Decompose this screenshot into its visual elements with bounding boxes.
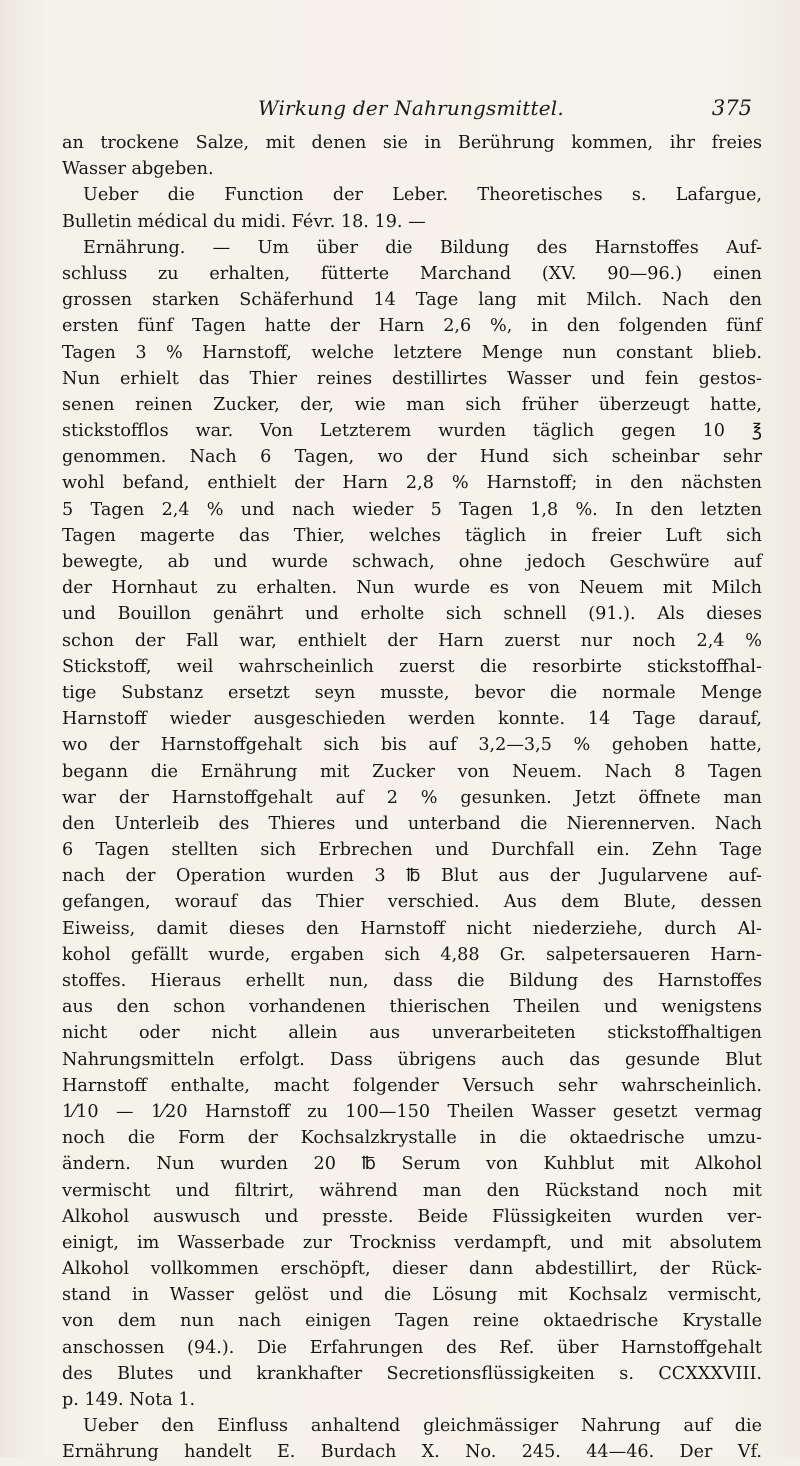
running-title: Wirkung der Nahrungsmittel. bbox=[258, 96, 564, 120]
text-line: Harnstoff enthalte, macht folgender Versuch sehr wahrscheinlich. bbox=[62, 1075, 762, 1096]
text-line: an trockene Salze, mit denen sie in Berührung kommen, ihr freies bbox=[62, 133, 762, 153]
text-line: Bulletin médical du midi. Févr. 18. 19. — bbox=[62, 211, 426, 232]
text-line: wo der Harnstoffgehalt sich bis auf 3,2—3,5 % gehoben hatte, bbox=[62, 735, 762, 756]
text-line: nicht oder nicht allein aus unverarbeiteten stickstoffhaltigen bbox=[62, 1023, 762, 1044]
text-line: Harnstoff wieder ausgeschieden werden konnte. 14 Tage darauf, bbox=[62, 709, 762, 730]
text-line: den Unterleib des Thieres und unterband die Nierennerven. Nach bbox=[62, 813, 762, 834]
text-line: Ernährung handelt E. Burdach X. No. 245. 44—46. Der Vf. bbox=[62, 1442, 762, 1463]
text-line: tige Substanz ersetzt seyn musste, bevor die normale Menge bbox=[62, 682, 762, 703]
text-line: 1⁄10 — 1⁄20 Harnstoff zu 100—150 Theilen Wasser gesetzt vermag bbox=[62, 1101, 762, 1122]
text-line: ändern. Nun wurden 20 ℔ Serum von Kuhblut mit Alkohol bbox=[62, 1154, 762, 1175]
text-line: schon der Fall war, enthielt der Harn zuerst nur noch 2,4 % bbox=[62, 630, 762, 651]
text-line: Alkohol auswusch und presste. Beide Flüssigkeiten wurden ver- bbox=[62, 1206, 762, 1227]
text-line: kohol gefällt wurde, ergaben sich 4,88 Gr. salpetersaueren Harn- bbox=[62, 944, 762, 965]
text-line: stand in Wasser gelöst und die Lösung mit Kochsalz vermischt, bbox=[62, 1285, 762, 1306]
text-line: Ernährung. — Um über die Bildung des Harnstoffes Auf- bbox=[83, 237, 762, 258]
text-line: aus den schon vorhandenen thierischen Theilen und wenigstens bbox=[62, 997, 762, 1018]
text-line: begann die Ernährung mit Zucker von Neuem. Nach 8 Tagen bbox=[62, 761, 762, 782]
text-line: und Bouillon genährt und erholte sich schnell (91.). Als dieses bbox=[62, 604, 762, 625]
body-text bbox=[62, 130, 762, 1466]
text-line: des Blutes und krankhafter Secretionsflüssigkeiten s. CCXXXVIII. bbox=[62, 1363, 762, 1384]
text-line: Ueber den Einfluss anhaltend gleichmässiger Nahrung auf die bbox=[83, 1416, 762, 1437]
text-line: Tagen 3 % Harnstoff, welche letztere Menge nun constant blieb. bbox=[62, 342, 762, 363]
text-line: bewegte, ab und wurde schwach, ohne jedoch Geschwüre auf bbox=[62, 552, 762, 572]
text-line: schluss zu erhalten, fütterte Marchand (XV. 90—96.) einen bbox=[62, 263, 762, 284]
text-line: anschossen (94.). Die Erfahrungen des Ref. über Harnstoffgehalt bbox=[62, 1337, 762, 1358]
running-head bbox=[62, 96, 760, 126]
text-line: ersten fünf Tagen hatte der Harn 2,6 %, in den folgenden fünf bbox=[62, 316, 762, 337]
text-line: einigt, im Wasserbade zur Trockniss verdampft, und mit absolutem bbox=[62, 1232, 762, 1253]
text-line: grossen starken Schäferhund 14 Tage lang mit Milch. Nach den bbox=[62, 290, 762, 311]
text-line: Ueber die Function der Leber. Theoretisches s. Lafargue, bbox=[83, 185, 762, 206]
text-line: von dem nun nach einigen Tagen reine oktaedrische Krystalle bbox=[62, 1311, 762, 1332]
text-line: senen reinen Zucker, der, wie man sich früher überzeugt hatte, bbox=[62, 394, 762, 415]
text-line: Tagen magerte das Thier, welches täglich in freier Luft sich bbox=[62, 525, 762, 546]
text-line: noch die Form der Kochsalzkrystalle in die oktaedrische umzu- bbox=[62, 1128, 762, 1149]
text-line: stickstofflos war. Von Letzterem wurden täglich gegen 10 ℥ bbox=[62, 421, 762, 442]
text-line: Eiweiss, damit dieses den Harnstoff nicht niederziehe, durch Al- bbox=[62, 918, 762, 939]
text-line: Nun erhielt das Thier reines destillirtes Wasser und fein gestos- bbox=[62, 368, 762, 389]
text-line: p. 149. Nota 1. bbox=[62, 1390, 196, 1410]
text-line: wohl befand, enthielt der Harn 2,8 % Harnstoff; in den nächsten bbox=[62, 473, 762, 494]
text-line: war der Harnstoffgehalt auf 2 % gesunken. Jetzt öffnete man bbox=[62, 787, 762, 808]
text-line: genommen. Nach 6 Tagen, wo der Hund sich scheinbar sehr bbox=[62, 447, 762, 468]
text-line: 5 Tagen 2,4 % und nach wieder 5 Tagen 1,8 %. In den letzten bbox=[62, 499, 762, 520]
text-line: Alkohol vollkommen erschöpft, dieser dann abdestillirt, der Rück- bbox=[62, 1259, 762, 1280]
text-line: Wasser abgeben. bbox=[62, 159, 214, 180]
text-line: Nahrungsmitteln erfolgt. Dass übrigens auch das gesunde Blut bbox=[62, 1049, 762, 1070]
text-line: nach der Operation wurden 3 ℔ Blut aus der Jugularvene auf- bbox=[62, 866, 762, 887]
text-line: gefangen, worauf das Thier verschied. Aus dem Blute, dessen bbox=[62, 892, 762, 913]
page-number: 375 bbox=[711, 96, 752, 120]
text-line: der Hornhaut zu erhalten. Nun wurde es von Neuem mit Milch bbox=[62, 578, 762, 599]
text-line: stoffes. Hieraus erhellt nun, dass die Bildung des Harnstoffes bbox=[62, 971, 762, 991]
text-line: Stickstoff, weil wahrscheinlich zuerst die resorbirte stickstoffhal- bbox=[62, 656, 762, 677]
text-line: vermischt und filtrirt, während man den Rückstand noch mit bbox=[62, 1180, 762, 1201]
text-line: 6 Tagen stellten sich Erbrechen und Durchfall ein. Zehn Tage bbox=[62, 840, 762, 861]
